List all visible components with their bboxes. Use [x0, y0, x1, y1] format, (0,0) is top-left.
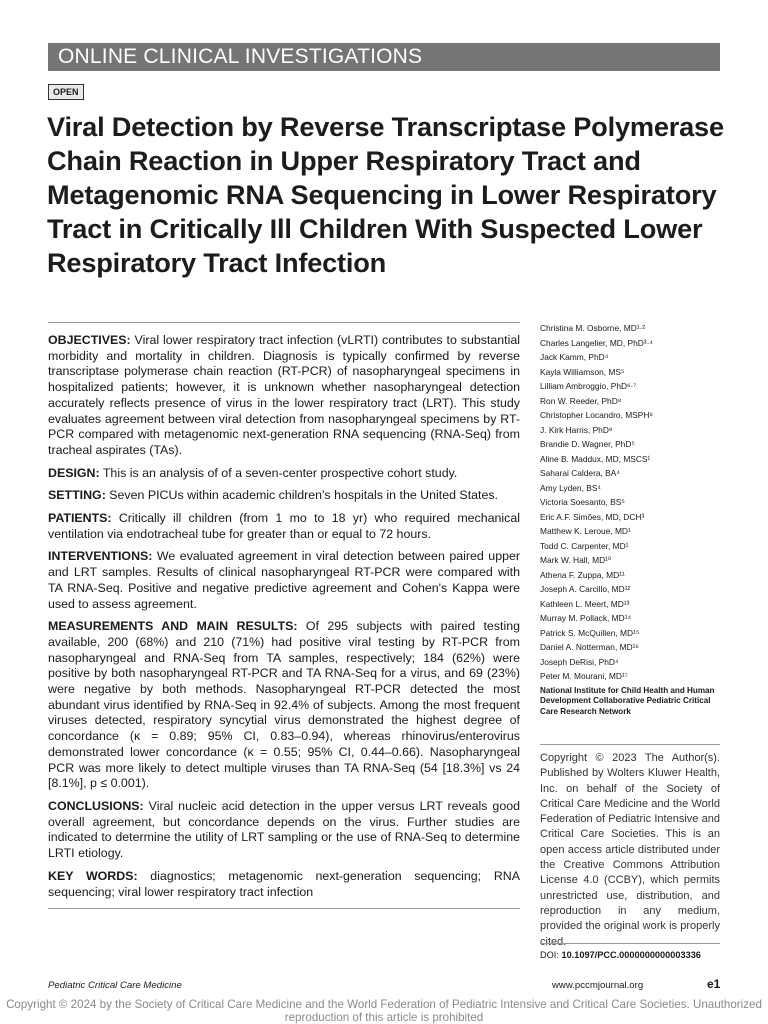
objectives-text: Viral lower respiratory tract infection (vLRTI) contributes to substantial morbidity and mortality in children. Diagnosis is typically confirmed by reverse transcriptase polymerase chain reaction (RT-PCR) of nasopharyngeal specimens in hospitalized patients; however, it is unknown whether nasopharyngeal detection accurately reflects presence of virus in the lower respiratory tract (LRT). This study evaluates agreement between viral detection from nasopharyngeal specimens by RT-PCR compared with metagenomic next-generation RNA sequencing (RNA-Seq) from tracheal aspirates (TAs). — [48, 333, 520, 457]
setting-text: Seven PICUs within academic children's hospitals in the United States. — [105, 488, 499, 503]
interventions-text: We evaluated agreement in viral detection between paired upper and LRT samples. Results of clinical nasopharyngeal RT-PCR were compared with TA RNA-Seq. Positive and negative predictive agreement and Cohen's Kappa were used to assess agreement. — [48, 549, 520, 611]
author-name: Amy Lyden, BS⁴ — [540, 482, 602, 493]
author-name: Kayla Williamson, MS⁵ — [540, 366, 625, 377]
abstract-conclusions — [48, 799, 520, 862]
article-title: Viral Detection by Reverse Transcriptase Polymerase Chain Reaction in Upper Respiratory Tract and Metagenomic RNA Sequencing in Lower Respiratory Tract in Critically Ill Children With Suspected Lower Respiratory Tract Infection — [47, 111, 724, 278]
author-name: Eric A.F. Simões, MD, DCH³ — [540, 511, 645, 522]
author-name: Todd C. Carpenter, MD¹ — [540, 540, 629, 551]
page-number: e1 — [707, 977, 721, 991]
author-name: Kathleen L. Meert, MD¹³ — [540, 598, 630, 609]
author-name: Jack Kamm, PhD⁴ — [540, 352, 609, 362]
author-name: Ron W. Reeder, PhD⁸ — [540, 395, 622, 406]
abstract-design — [48, 466, 520, 482]
abstract-key-words — [48, 869, 520, 900]
section-banner: ONLINE CLINICAL INVESTIGATIONS — [48, 43, 720, 71]
author-name: Charles Langelier, MD, PhD³·⁴ — [540, 337, 653, 348]
abstract-setting — [48, 488, 520, 504]
results-text: Of 295 subjects with paired testing available, 200 (68%) and 210 (71%) had positive viral testing by RT-PCR from nasopharyngeal and RNA-Seq from TA samples, respectively; 184 (62%) were positive by both nasopharyngeal RT-PCR and TA RNA-Seq for a virus, and 69 (23%) were negative by both methods. Nasopharyngeal RT-PCR detected the most abundant virus identified by RNA-Seq in 92.4% of subjects. Among the most frequent viruses detected, respiratory syncytial virus demonstrated the highest degree of concordance (κ = 0.89; 95% CI, 0.83–0.94), whereas rhinovirus/enterovirus demonstrated lower concordance (κ = 0.55; 95% CI, 0.44–0.66). Nasopharyngeal PCR was more likely to detect multiple viruses than TA RNA-Seq (54 [18.3%] vs 24 [8.1%], p ≤ 0.001). — [48, 619, 520, 791]
author-name: Lilliam Ambroggio, PhD⁶·⁷ — [540, 381, 637, 391]
conclusions-text: Viral nucleic acid detection in the upper versus LRT reveals good overall agreement, but concordance depends on the virus. Further studies are indicated to determine the utility of LRT sampling or the use of RNA-Seq to determine LRTI etiology. — [48, 798, 520, 861]
design-text: This is an analysis of of a seven-center prospective cohort study. — [99, 465, 458, 480]
author-name: Matthew K. Leroue, MD¹ — [540, 526, 631, 536]
author-name: Joseph A. Carcillo, MD¹² — [540, 584, 631, 594]
author-name: Christina M. Osborne, MD¹·² — [540, 323, 646, 333]
author-name: Joseph DeRisi, PhD⁴ — [540, 656, 619, 667]
doi-link[interactable]: 10.1097/PCC.0000000000003336 — [561, 950, 701, 960]
author-name: Aline B. Maddux, MD, MSCS¹ — [540, 453, 651, 464]
patients-text: Critically ill children (from 1 mo to 18 yr) who required mechanical ventilation via endotracheal tube for greater than or equal to 72 hours. — [48, 511, 520, 541]
abstract-interventions — [48, 549, 520, 612]
conclusions-label: CONCLUSIONS: — [48, 798, 144, 813]
author-name: Brandie D. Wagner, PhD⁵ — [540, 439, 635, 449]
author-list — [540, 321, 725, 717]
abstract-patients — [48, 511, 520, 542]
doi-label: DOI: — [540, 950, 562, 960]
author-name: J. Kirk Harris, PhD⁹ — [540, 424, 613, 435]
patients-label: PATIENTS: — [48, 511, 112, 526]
design-label: DESIGN: — [48, 465, 100, 480]
author-name: Murray M. Pollack, MD¹⁴ — [540, 613, 632, 623]
doi — [540, 943, 720, 961]
abstract-bottom-rule — [48, 908, 520, 909]
copyright-notice: Copyright © 2023 The Author(s). Published by Wolters Kluwer Health, Inc. on behalf of the Society of Critical Care Medicine and the World Federation of Pediatric Intensive and Critical Care Societies. This is an open access article distributed under the Creative Commons Attribution License 4.0 (CCBY), which permits unrestricted use, distribution, and reproduction in any medium, provided the original work is properly cited. — [540, 744, 720, 950]
network-affiliation: National Institute for Child Health and Human Development Collaborative Pediatric Critical Care Research Network — [540, 685, 715, 716]
abstract-objectives — [48, 333, 520, 459]
footer-journal-url[interactable]: www.pccmjournal.org — [552, 980, 644, 991]
author-name: Christopher Locandro, MSPH⁸ — [540, 410, 653, 420]
author-name: Mark W. Hall, MD¹⁰ — [540, 555, 612, 565]
objectives-label: OBJECTIVES: — [48, 333, 131, 347]
author-name: Peter M. Mourani, MD¹⁷ — [540, 671, 628, 681]
author-name: Patrick S. McQuillen, MD¹⁵ — [540, 627, 640, 638]
abstract — [48, 322, 520, 909]
abstract-results — [48, 619, 520, 792]
author-name: Victoria Soesanto, BS⁵ — [540, 497, 625, 507]
author-name: Saharai Caldera, BA⁴ — [540, 468, 620, 478]
author-name: Athena F. Zuppa, MD¹¹ — [540, 569, 625, 580]
setting-label: SETTING: — [48, 488, 106, 503]
key-words-text: diagnostics; metagenomic next-generation sequencing; RNA sequencing; viral lower respiratory tract infection — [48, 868, 520, 899]
footer-journal-name: Pediatric Critical Care Medicine — [48, 980, 182, 991]
author-name: Daniel A. Notterman, MD¹⁶ — [540, 642, 639, 652]
copyright-watermark: Copyright © 2024 by the Society of Critical Care Medicine and the World Federation of Pediatric Intensive and Critical Care Societies. Unauthorized reproduction of this article is prohibited — [6, 998, 762, 1024]
interventions-label: INTERVENTIONS: — [48, 549, 153, 564]
key-words-label: KEY WORDS: — [48, 868, 138, 883]
open-access-badge: OPEN — [48, 84, 84, 100]
results-label: MEASUREMENTS AND MAIN RESULTS: — [48, 619, 298, 634]
